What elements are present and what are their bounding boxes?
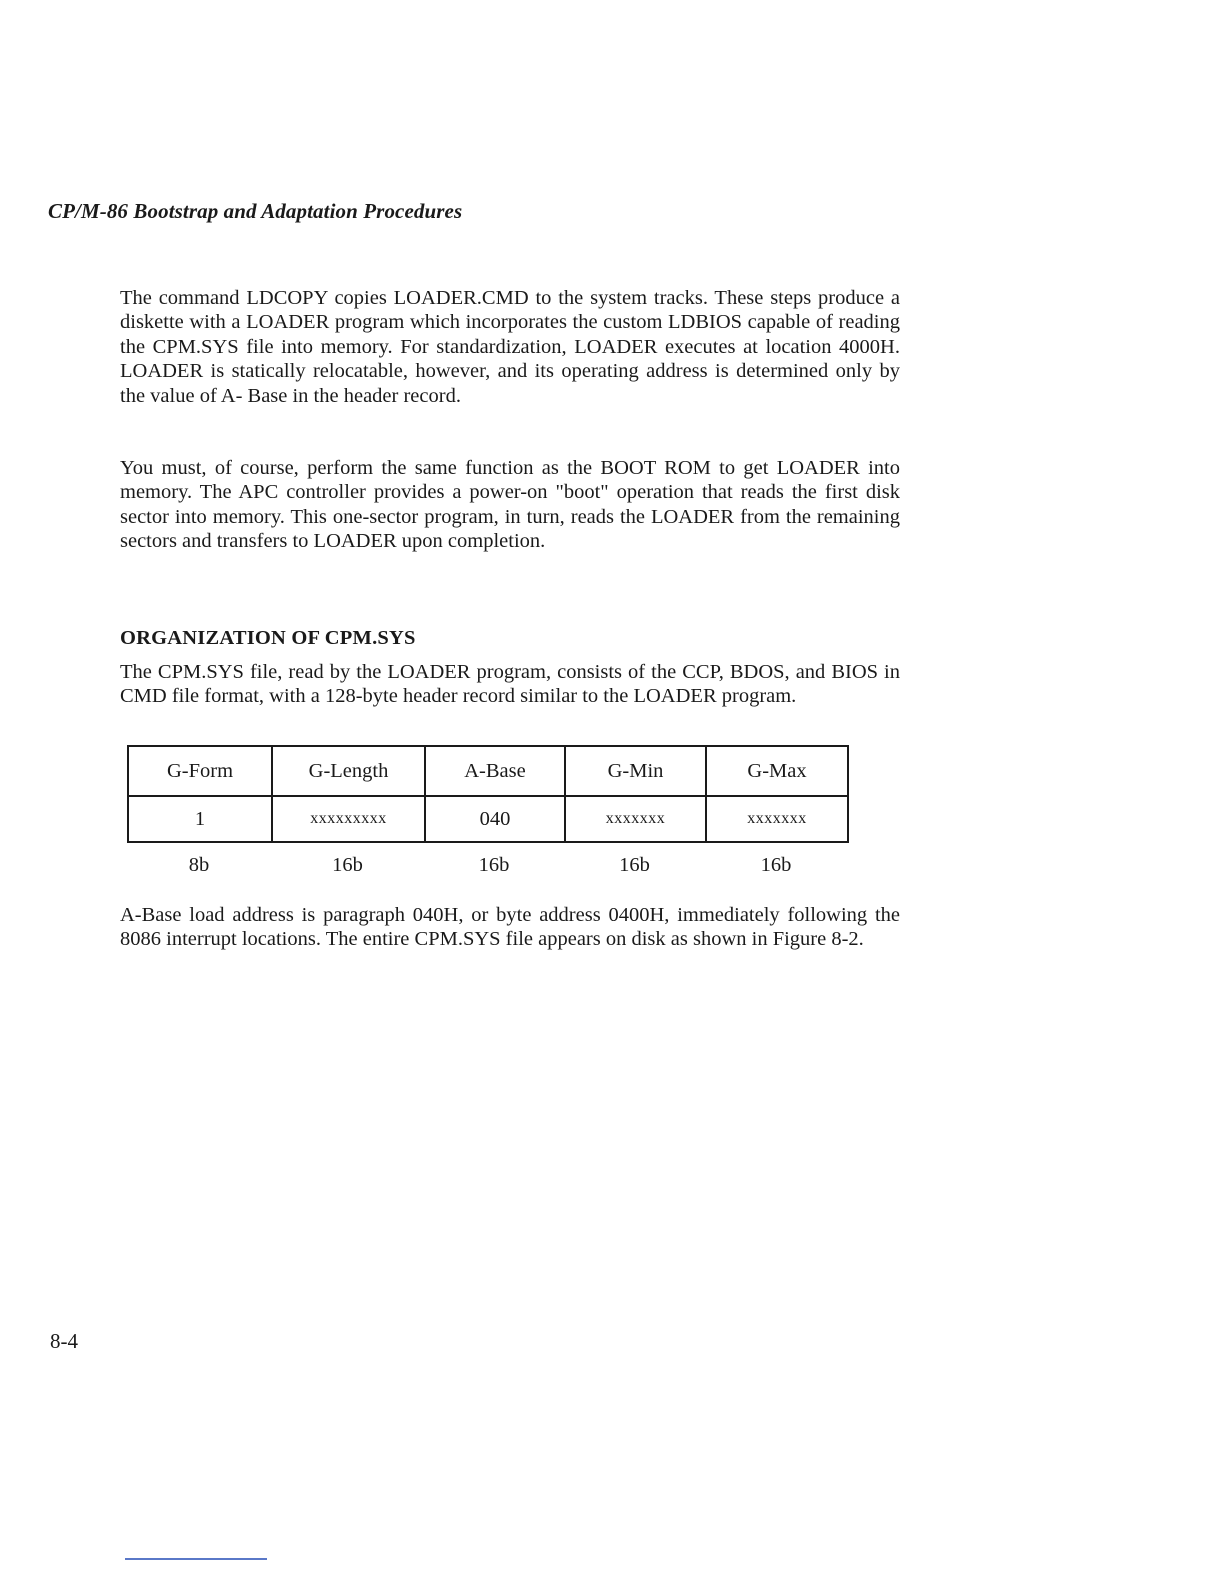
field-size-label: 16b — [619, 854, 650, 876]
field-size-label: 8b — [188, 854, 210, 876]
header-record-table — [127, 745, 849, 843]
field-size-label: 16b — [478, 854, 510, 876]
field-value-row — [128, 796, 848, 842]
paragraph-boot-rom: You must, of course, perform the same function as the BOOT ROM to get LOADER into memory. The APC controller provides a power-on "boot" operation that reads the first disk sector into memory. This one-sector program, in turn, reads the LOADER from the remaining sectors and transfers to LOADER upon completion. — [120, 457, 900, 553]
bottom-edge-rule — [125, 1558, 267, 1560]
field-name-cell: G-Length — [272, 746, 425, 796]
paragraph-cpm-sys: The CPM.SYS file, read by the LOADER program, consists of the CCP, BDOS, and BIOS in CMD file format, with a 128-byte header record similar to the LOADER program. — [120, 661, 900, 708]
field-name-cell: G-Form — [128, 746, 272, 796]
field-value-cell: 1 — [128, 796, 272, 842]
field-value-cell: 040 — [425, 796, 565, 842]
field-name-cell: G-Min — [565, 746, 706, 796]
field-value-cell: xxxxxxx — [706, 796, 848, 842]
field-size-label: 16b — [760, 854, 792, 876]
field-name-cell: G-Max — [706, 746, 848, 796]
field-value-cell: xxxxxxx — [565, 796, 706, 842]
field-size-label: 16b — [332, 854, 363, 876]
field-value-cell: xxxxxxxxx — [272, 796, 425, 842]
field-name-row — [128, 746, 848, 796]
paragraph-ldcopy: The command LDCOPY copies LOADER.CMD to the system tracks. These steps produce a diskette with a LOADER program which incorporates the custom LDBIOS capable of reading the CPM.SYS file into memory. For standardization, LOADER executes at location 4000H. LOADER is statically relocatable, however, and its operating address is determined only by the value of A- Base in the header record. — [120, 287, 900, 407]
section-heading: ORGANIZATION OF CPM.SYS — [120, 627, 416, 649]
field-name-cell: A-Base — [425, 746, 565, 796]
running-header: CP/M-86 Bootstrap and Adaptation Procedures — [48, 199, 463, 223]
paragraph-a-base: A-Base load address is paragraph 040H, or byte address 0400H, immediately following the 8086 interrupt locations. The entire CPM.SYS file appears on disk as shown in Figure 8-2. — [120, 904, 900, 951]
field-size-row — [127, 854, 847, 877]
page-number: 8-4 — [50, 1329, 78, 1353]
